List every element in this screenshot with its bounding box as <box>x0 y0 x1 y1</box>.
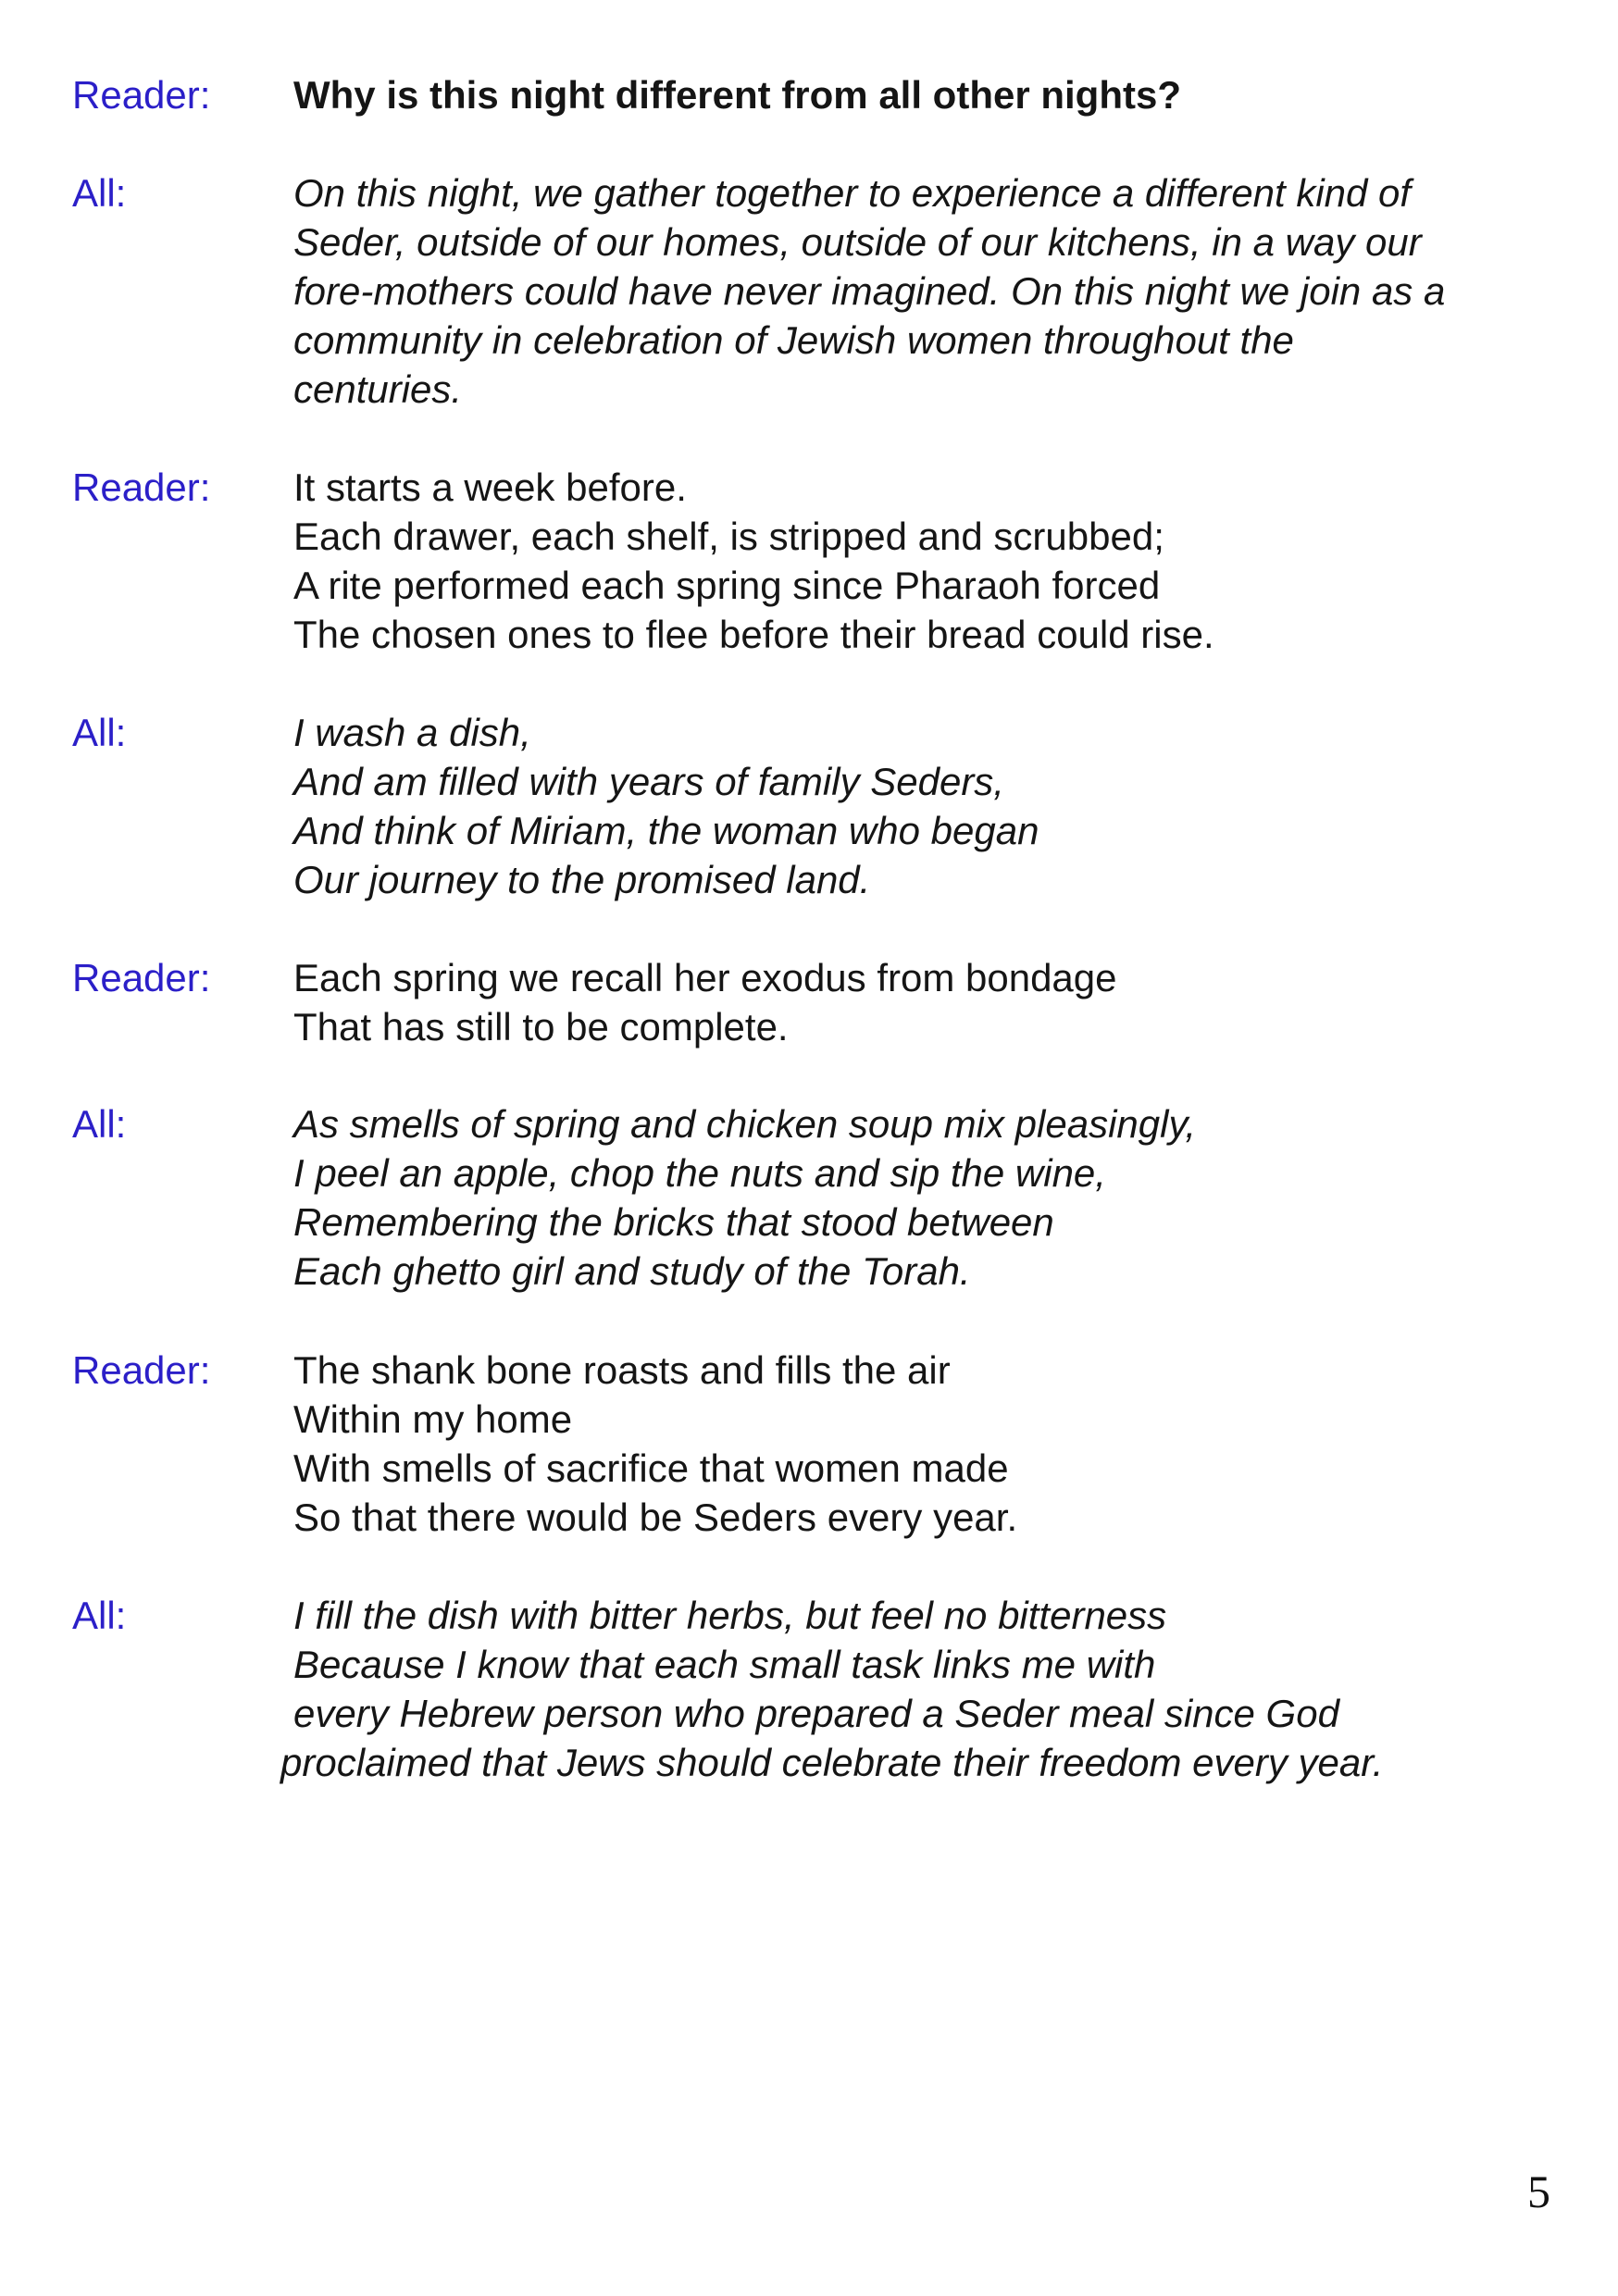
text-line: On this night, we gather together to experience a different kind of <box>293 171 1412 215</box>
text-line: A rite performed each spring since Pharaoh forced <box>293 564 1161 607</box>
text-line: And think of Miriam, the woman who began <box>293 809 1039 852</box>
speaker-label: Reader: <box>72 465 211 509</box>
text-line: I wash a dish, <box>293 711 531 754</box>
text-line: I fill the dish with bitter herbs, but feel no bitterness <box>293 1594 1167 1637</box>
reading-text <box>293 953 1117 1051</box>
reading-text <box>293 1099 1196 1296</box>
text-line: Within my home <box>293 1397 573 1441</box>
text-line: That has still to be complete. <box>293 1005 789 1049</box>
reading-text <box>293 1346 1017 1542</box>
reading-text <box>293 463 1214 659</box>
text-line: fore-mothers could have never imagined. On this night we join as a <box>293 269 1446 313</box>
reading-text <box>293 168 1445 414</box>
text-line: Each drawer, each shelf, is stripped and scrubbed; <box>293 515 1164 558</box>
speaker-label: All: <box>72 1594 127 1637</box>
speaker-label: All: <box>72 711 127 754</box>
text-line: Each ghetto girl and study of the Torah. <box>293 1249 971 1293</box>
text-line: Seder, outside of our homes, outside of our kitchens, in a way our <box>293 220 1422 264</box>
text-line: centuries. <box>293 367 463 411</box>
text-line: And am filled with years of family Seders, <box>293 760 1004 803</box>
page-number: 5 <box>1527 2166 1550 2217</box>
text-line: The shank bone roasts and fills the air <box>293 1348 951 1392</box>
text-line: The chosen ones to flee before their bread could rise. <box>293 613 1214 656</box>
speaker-label: Reader: <box>72 73 211 117</box>
reading-text <box>293 70 1181 119</box>
reading-text <box>293 708 1039 904</box>
reading-text <box>280 1591 1384 1787</box>
text-line: With smells of sacrifice that women made <box>293 1446 1009 1490</box>
speaker-label: All: <box>72 171 127 215</box>
text-line: proclaimed that Jews should celebrate their freedom every year. <box>280 1741 1384 1784</box>
text-line: Each spring we recall her exodus from bondage <box>293 956 1117 999</box>
speaker-label: Reader: <box>72 1348 211 1392</box>
text-line: Because I know that each small task links me with <box>293 1643 1156 1686</box>
text-line: As smells of spring and chicken soup mix pleasingly, <box>293 1102 1197 1146</box>
text-line: Why is this night different from all other nights? <box>293 73 1181 117</box>
text-line: So that there would be Seders every year. <box>293 1496 1018 1539</box>
text-line: Our journey to the promised land. <box>293 858 871 901</box>
text-line: Remembering the bricks that stood between <box>293 1200 1054 1244</box>
text-line: every Hebrew person who prepared a Seder meal since God <box>293 1692 1339 1735</box>
speaker-label: Reader: <box>72 956 211 999</box>
speaker-label: All: <box>72 1102 127 1146</box>
text-line: I peel an apple, chop the nuts and sip the wine, <box>293 1151 1106 1195</box>
text-line: community in celebration of Jewish women throughout the <box>293 318 1294 362</box>
text-line: It starts a week before. <box>293 465 687 509</box>
